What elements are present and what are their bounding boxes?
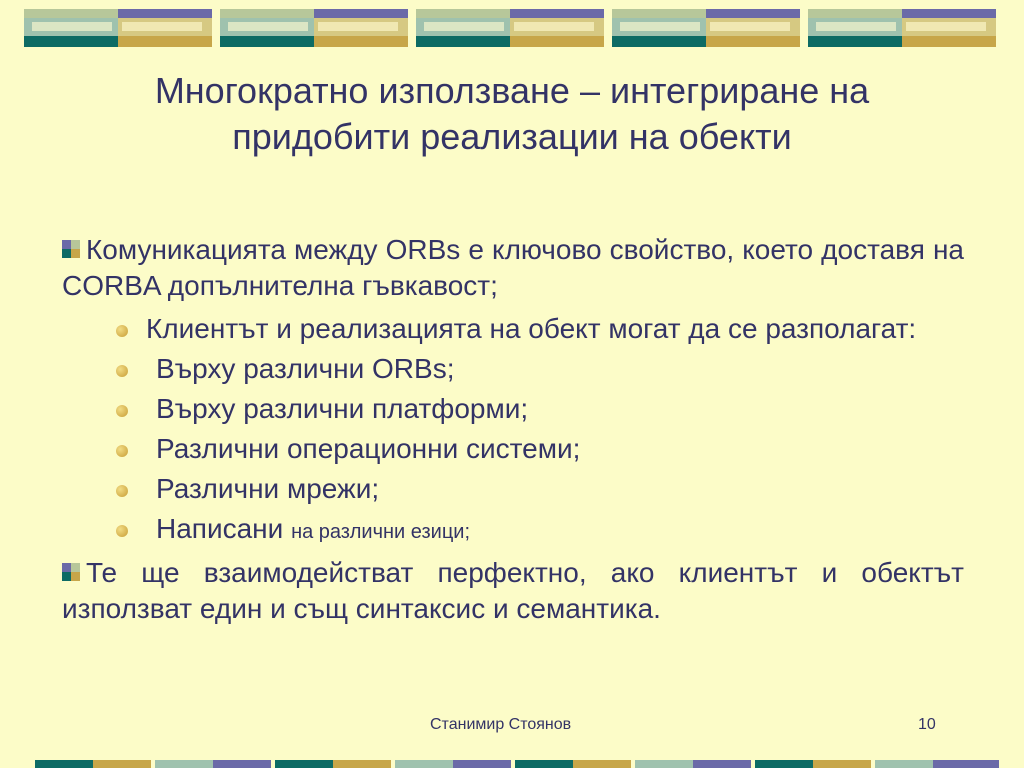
- banner-tile: [24, 9, 212, 47]
- bullet-text: Върху различни ORBs;: [156, 353, 455, 384]
- title-line-2: придобити реализации на обекти: [232, 116, 792, 157]
- banner-tile: [612, 9, 800, 47]
- bullet-level1: [62, 232, 964, 304]
- bullet-text: Написани: [156, 513, 284, 544]
- footer-author: Станимир Стоянов: [430, 716, 572, 733]
- bullet-text: Комуникацията между ORBs е ключово свойство, което доставя на CORBA допълнителна гъвкавост;: [62, 234, 964, 301]
- bullet-level2: [146, 392, 964, 426]
- page-number: 10: [918, 716, 936, 733]
- bullet-text: Клиентът и реализацията на обект могат да се разполагат:: [146, 313, 917, 344]
- title-line-1: Многократно използване – интегриране на: [154, 70, 870, 111]
- quad-square-icon: [62, 563, 80, 581]
- bullet-text-small: на различни езици;: [291, 521, 470, 543]
- banner-tile: [808, 9, 996, 47]
- bullet-level2: [146, 472, 964, 506]
- gold-dot-icon: [116, 365, 128, 377]
- bullet-text: Различни операционни системи;: [156, 433, 581, 464]
- gold-dot-icon: [116, 525, 128, 537]
- quad-square-icon: [62, 240, 80, 258]
- slide-body: [62, 232, 964, 635]
- bottom-decorative-strip: [35, 760, 999, 768]
- bullet-level2: [146, 432, 964, 466]
- bullet-text: Те ще взаимодействат перфектно, ако клиентът и обектът използват един и същ синтаксис и семантика.: [62, 557, 964, 624]
- gold-dot-icon: [116, 325, 128, 337]
- gold-dot-icon: [116, 405, 128, 417]
- banner-tile: [416, 9, 604, 47]
- bullet-level1: [62, 555, 964, 627]
- bullet-text: Върху различни платформи;: [156, 393, 529, 424]
- slide-title: [60, 68, 964, 160]
- bullet-level2: [146, 352, 964, 386]
- bullet-level2: [146, 512, 964, 549]
- gold-dot-icon: [116, 445, 128, 457]
- top-decorative-banner: [24, 9, 1000, 47]
- bullet-level2: [146, 312, 964, 346]
- gold-dot-icon: [116, 485, 128, 497]
- banner-tile: [220, 9, 408, 47]
- bullet-text: Различни мрежи;: [156, 473, 380, 504]
